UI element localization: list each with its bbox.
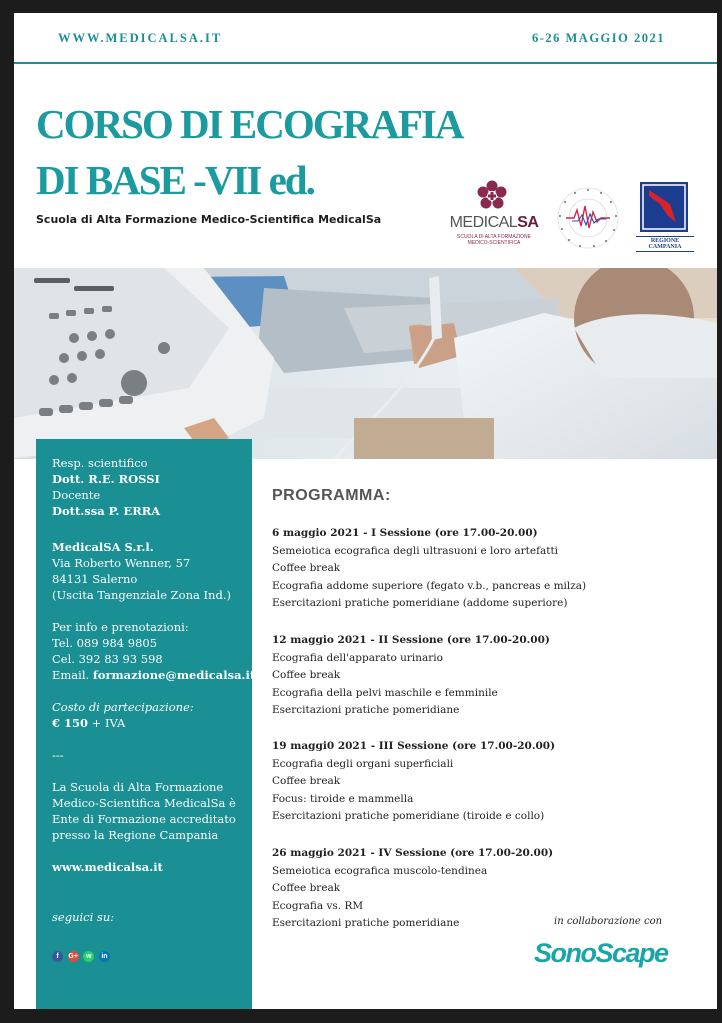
- linkedin-icon[interactable]: in: [99, 951, 110, 962]
- program-heading: PROGRAMMA:: [272, 487, 391, 504]
- session-3: [272, 738, 692, 826]
- phone-cel[interactable]: Cel. 392 83 93 598: [52, 652, 163, 666]
- session-item: Ecografia addome superiore (fegato v.b., pancreas e milza): [272, 579, 587, 592]
- session-item: Semeiotica ecografica degli ultrasuoni e loro artefatti: [272, 544, 559, 557]
- teacher-label: Docente: [52, 488, 101, 502]
- session-item: Esercitazioni pratiche pomeridiane (addome superiore): [272, 597, 568, 609]
- session-item: Coffee break: [272, 669, 341, 681]
- accreditation-line3: Ente di Formazione accreditato: [52, 812, 236, 826]
- session-item: Coffee break: [272, 775, 341, 787]
- region-map-icon: [640, 182, 688, 232]
- top-bar: [14, 13, 717, 64]
- accreditation-line4: presso la Regione Campania: [52, 828, 219, 842]
- region-shield-icon: [640, 182, 688, 232]
- scuola-medica-salernitana-seal: [556, 186, 620, 250]
- accreditation-line1: La Scuola di Alta Formazione: [52, 780, 224, 794]
- sonoscape-logo: SonoScape: [534, 938, 668, 968]
- session-item: Ecografia vs. RM: [272, 899, 364, 912]
- resp-name: Dott. R.E. ROSSI: [52, 472, 160, 486]
- address-note: (Uscita Tangenziale Zona Ind.): [52, 588, 231, 602]
- email-label: Email.: [52, 668, 90, 682]
- cost-label: Costo di partecipazione:: [52, 700, 194, 714]
- header-website[interactable]: WWW.MEDICALSA.IT: [58, 31, 223, 45]
- session-title: 19 maggi0 2021 - III Sessione (ore 17.00-20.00): [272, 740, 556, 752]
- course-title: [36, 96, 462, 208]
- session-title: 6 maggio 2021 - I Sessione (ore 17.00-20.00): [272, 527, 538, 539]
- whatsapp-icon[interactable]: w: [83, 951, 94, 962]
- address-city: 84131 Salerno: [52, 572, 138, 586]
- follow-label: seguici su:: [52, 910, 115, 924]
- cost-extra: + IVA: [91, 716, 126, 730]
- session-item: Esercitazioni pratiche pomeridiane: [272, 917, 460, 929]
- session-1: [272, 525, 692, 613]
- collaboration-label: in collaborazione con: [554, 916, 663, 927]
- address-street: Via Roberto Wenner, 57: [52, 556, 191, 570]
- sidebar-website[interactable]: www.medicalsa.it: [52, 860, 163, 874]
- resp-label: Resp. scientifico: [52, 456, 148, 470]
- facebook-icon[interactable]: f: [52, 951, 63, 962]
- cost-value: € 150: [52, 716, 89, 730]
- info-sidebar: [36, 439, 256, 1009]
- company-name: MedicalSA S.r.l.: [52, 540, 154, 554]
- email-link[interactable]: formazione@medicalsa.it: [92, 668, 256, 682]
- cost-line: [52, 715, 125, 732]
- flower-icon: [474, 178, 510, 214]
- teacher-name: Dott.ssa P. ERRA: [52, 504, 161, 518]
- ultrasound-photo: [14, 268, 717, 459]
- separator: ---: [52, 748, 64, 762]
- medicalsa-wordmark: MEDICALSA: [449, 214, 539, 231]
- info-label: Per info e prenotazioni:: [52, 620, 189, 634]
- session-item: Esercitazioni pratiche pomeridiane (tiroide e collo): [272, 810, 545, 822]
- regione-campania-logo: [636, 182, 694, 252]
- social-icons: [52, 948, 111, 962]
- logos-row: [444, 178, 704, 258]
- session-item: Semeiotica ecografica muscolo-tendinea: [272, 864, 488, 877]
- course-title-line2: DI BASE -VII ed.: [36, 157, 314, 203]
- course-title-line1: CORSO DI ECOGRAFIA: [36, 101, 463, 147]
- session-item: Ecografia dell'apparato urinario: [272, 651, 443, 664]
- session-item: Focus: tiroide e mammella: [272, 792, 414, 805]
- header-dates: 6-26 MAGGIO 2021: [531, 31, 665, 45]
- region-label: REGIONE CAMPANIA: [636, 236, 694, 252]
- medicalsa-logo: [444, 178, 544, 258]
- session-item: Esercitazioni pratiche pomeridiane: [272, 704, 460, 716]
- session-title: 26 maggio 2021 - IV Sessione (ore 17.00-20.00): [272, 847, 554, 859]
- flyer-page: [14, 13, 717, 1009]
- medicalsa-tagline: SCUOLA DI ALTA FORMAZIONE MEDICO-SCIENTIFICA: [457, 234, 531, 246]
- email-line: [52, 667, 255, 684]
- session-item: Ecografia degli organi superficiali: [272, 757, 454, 770]
- session-item: Coffee break: [272, 882, 341, 894]
- session-title: 12 maggio 2021 - II Sessione (ore 17.00-20.00): [272, 634, 550, 646]
- accreditation-line2: Medico-Scientifica MedicalSa è: [52, 796, 236, 810]
- phone-tel[interactable]: Tel. 089 984 9805: [52, 636, 158, 650]
- session-item: Ecografia della pelvi maschile e femminile: [272, 686, 498, 699]
- session-item: Coffee break: [272, 562, 341, 574]
- session-2: [272, 632, 692, 720]
- google-plus-icon[interactable]: G+: [68, 952, 78, 960]
- school-subtitle: Scuola di Alta Formazione Medico-Scientifica MedicalSa: [36, 213, 382, 226]
